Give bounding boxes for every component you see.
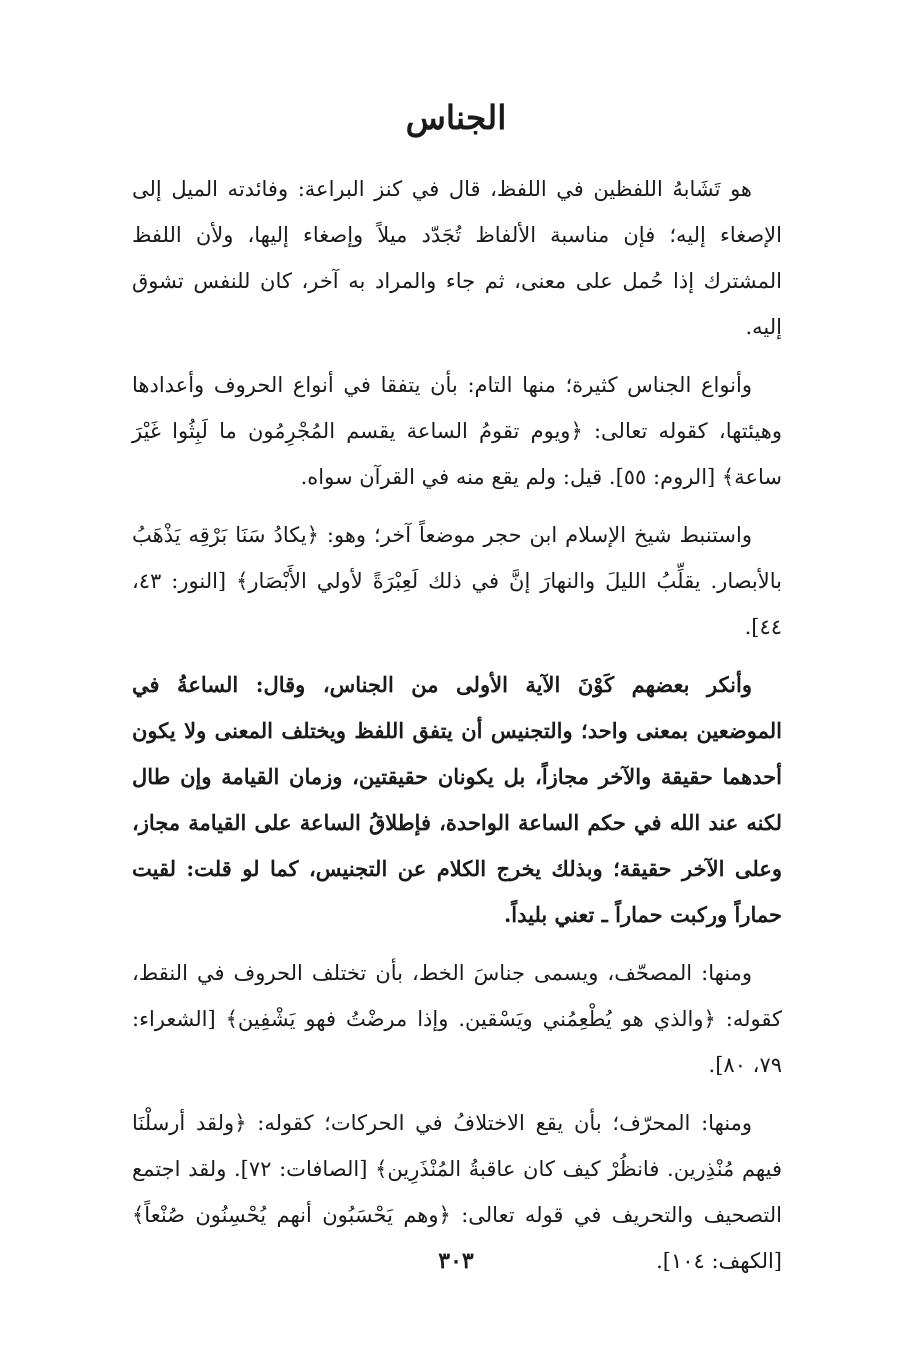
paragraph-ibn-hajar: واستنبط شيخ الإسلام ابن حجر موضعاً آخر؛ وهو: ﴿يكادُ سَنَا بَرْقِه يَذْهَبُ بالأبصار. يقلِّبُ الليلَ والنهارَ إنَّ في ذلك لَعِبْرَةً لأولي الأَبْصَار﴾ [النور: ٤٣، ٤٤]. bbox=[132, 523, 782, 639]
paragraph-muharraf: ومنها: المحرّف؛ بأن يقع الاختلافُ في الحركات؛ كقوله: ﴿ولقد أرسلْنَا فيهم مُنْذِرين. فانظُرْ كيف كان عاقبةُ المُنْذَرِين﴾ [الصافات: ٧٢]. ولقد اجتمع التصحيف والتحريف في قوله تعالى: ﴿وهم يَحْسَبُون أنهم يُحْسِنُون صُنْعاً﴾ [الكهف: ١٠٤]. bbox=[132, 1111, 782, 1273]
paragraph-definition: هو تَشَابهُ اللفظين في اللفظ، قال في كنز البراعة: وفائدته الميل إلى الإصغاء إليه؛ فإن مناسبة الألفاظ تُجَدّد ميلاً وإصغاء إليها، ولأن اللفظ المشترك إذا حُمل على معنى، ثم جاء والمراد به آخر، كان للنفس تشوق إليه. bbox=[132, 177, 782, 339]
paragraph-types: وأنواع الجناس كثيرة؛ منها التام: بأن يتفقا في أنواع الحروف وأعدادها وهيئتها، كقوله تعالى: ﴿ويوم تقومُ الساعة يقسم المُجْرِمُون ما لَبِثُوا غَيْرَ ساعة﴾ [الروم: ٥٥]. قيل: ولم يقع منه في القرآن سواه. bbox=[132, 373, 782, 489]
chapter-title: الجناس bbox=[405, 98, 507, 137]
body-text bbox=[132, 166, 782, 1296]
page-number: ٣٠٣ bbox=[438, 1248, 474, 1274]
paragraph-objection: وأنكر بعضهم كَوْنَ الآية الأولى من الجناس، وقال: الساعةُ في الموضعين بمعنى واحد؛ والتجنيس أن يتفق اللفظ ويختلف المعنى ولا يكون أحدهما حقيقة والآخر مجازاً، بل يكونان حقيقتين، وزمان القيامة وإن طال لكنه عند الله في حكم الساعة الواحدة، فإطلاقُ الساعة على القيامة مجاز، وعلى الآخر حقيقة؛ وبذلك يخرج الكلام عن التجنيس، كما لو قلت: لقيت حماراً وركبت حماراً ـ تعني بليداً. bbox=[132, 672, 782, 927]
paragraph-musahhaf: ومنها: المصحّف، ويسمى جناسَ الخط، بأن تختلف الحروف في النقط، كقوله: ﴿والذي هو يُطْعِمُني ويَسْقين. وإذا مرضْتُ فهو يَشْفِين﴾ [الشعراء: ٧٩، ٨٠]. bbox=[132, 961, 782, 1077]
